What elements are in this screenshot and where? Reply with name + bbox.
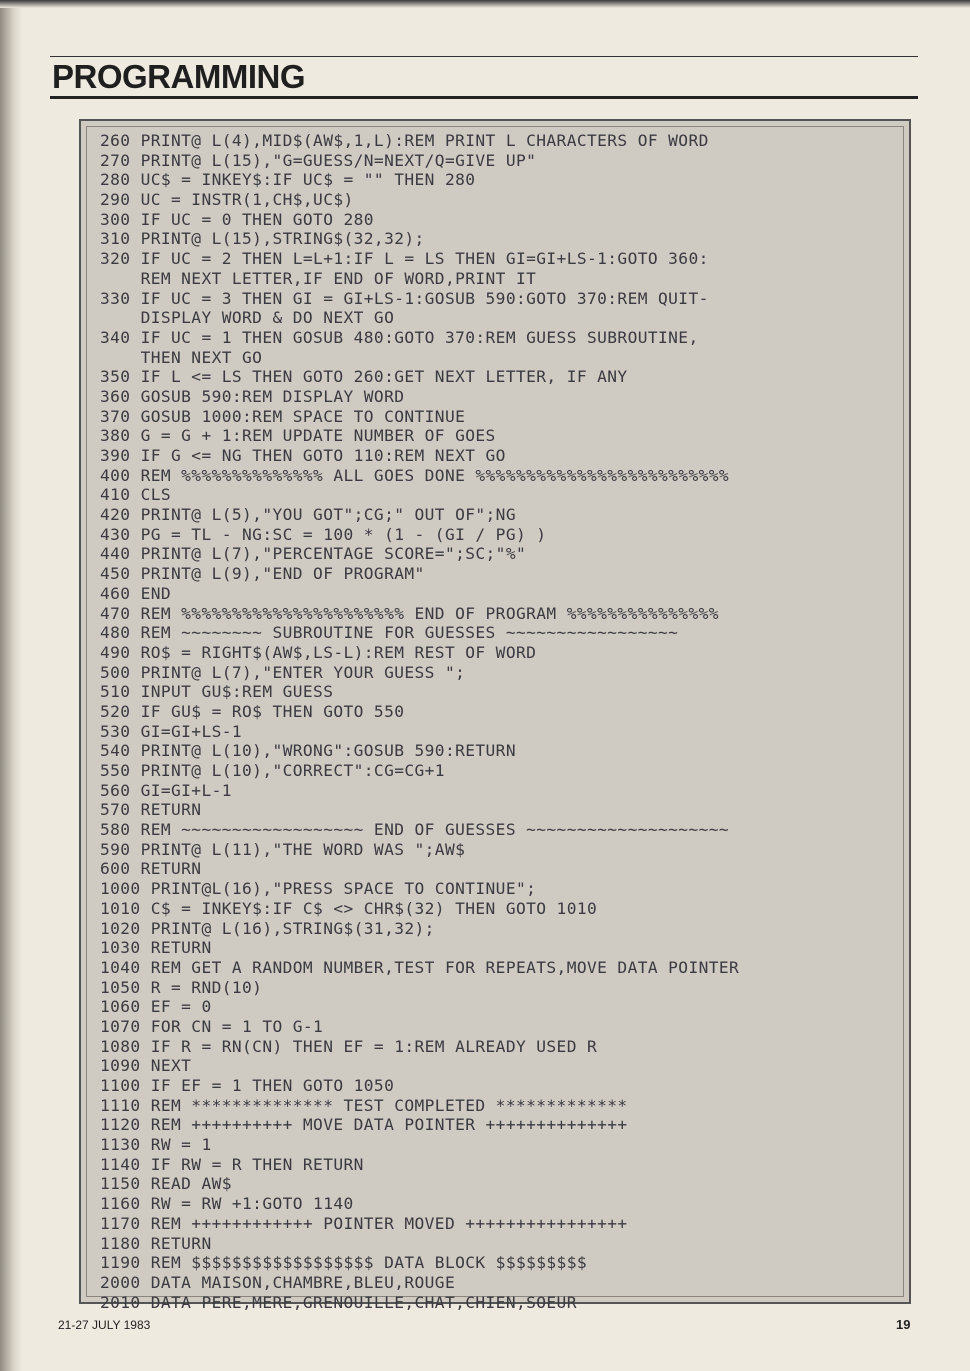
code-line: 510 INPUT GU$:REM GUESS (100, 682, 334, 702)
code-line: 1090 NEXT (100, 1056, 192, 1076)
code-line: 410 CLS (100, 485, 172, 505)
code-line: 520 IF GU$ = RO$ THEN GOTO 550 (100, 701, 405, 721)
code-line: 500 PRINT@ L(7),"ENTER YOUR GUESS "; (100, 662, 466, 682)
code-line: 300 IF UC = 0 THEN GOTO 280 (100, 209, 374, 229)
code-line: 390 IF G <= NG THEN GOTO 110:REM NEXT GO (100, 446, 506, 465)
code-line: 1070 FOR CN = 1 TO G-1 (100, 1016, 324, 1036)
code-line: 310 PRINT@ L(15),STRING$(32,32); (100, 229, 425, 249)
code-line: 380 G = G + 1:REM UPDATE NUMBER OF GOES (100, 426, 496, 446)
code-line: 320 IF UC = 2 THEN L=L+1:IF L = LS THEN GI=GI+LS-1:GOTO 360: (100, 249, 709, 269)
code-line: 270 PRINT@ L(15),"G=GUESS/N=NEXT/Q=GIVE UP" (100, 150, 537, 170)
page-top-edge (0, 0, 970, 8)
code-line: 2010 DATA PERE,MERE,GRENOUILLE,CHAT,CHIEN,SOEUR (100, 1292, 577, 1312)
code-line: REM NEXT LETTER,IF END OF WORD,PRINT IT (100, 268, 537, 288)
issue-date: 21-27 JULY 1983 (58, 1318, 151, 1332)
code-line: 540 PRINT@ L(10),"WRONG":GOSUB 590:RETURN (100, 741, 516, 761)
code-line: 1010 C$ = INKEY$:IF C$ <> CHR$(32) THEN GOTO 1010 (100, 898, 598, 918)
code-line: 1000 PRINT@L(16),"PRESS SPACE TO CONTINUE"; (100, 879, 537, 899)
code-line: 450 PRINT@ L(9),"END OF PROGRAM" (100, 564, 425, 584)
header-thin-rule (50, 56, 918, 57)
code-line: 440 PRINT@ L(7),"PERCENTAGE SCORE=";SC;"%" (100, 544, 527, 564)
code-line: THEN NEXT GO (100, 347, 263, 367)
code-line: 2000 DATA MAISON,CHAMBRE,BLEU,ROUGE (100, 1272, 456, 1292)
code-line: 260 PRINT@ L(4),MID$(AW$,1,L):REM PRINT L CHARACTERS OF WORD (100, 131, 709, 150)
section-title: PROGRAMMING (52, 58, 305, 95)
code-line: 330 IF UC = 3 THEN GI = GI+LS-1:GOSUB 590:GOTO 370:REM QUIT- (100, 288, 709, 308)
code-line: 1050 R = RND(10) (100, 977, 263, 997)
code-line: 1150 READ AW$ (100, 1174, 232, 1194)
code-line: 570 RETURN (100, 800, 202, 820)
code-line: 1170 REM ++++++++++++ POINTER MOVED ++++++++++++++++ (100, 1213, 628, 1233)
code-line: 480 REM ~~~~~~~~ SUBROUTINE FOR GUESSES ~~~~~~~~~~~~~~~~~ (100, 623, 679, 643)
code-line: 530 GI=GI+LS-1 (100, 721, 243, 741)
code-line: 430 PG = TL - NG:SC = 100 * (1 - (GI / PG) ) (100, 524, 547, 544)
program-listing (100, 131, 739, 1312)
program-listing-box (79, 119, 911, 1312)
code-line: 1190 REM $$$$$$$$$$$$$$$$$$ DATA BLOCK $$$$$$$$$ (100, 1253, 587, 1273)
code-line: 360 GOSUB 590:REM DISPLAY WORD (100, 386, 405, 406)
code-line: 420 PRINT@ L(5),"YOU GOT";CG;" OUT OF";NG (100, 505, 516, 525)
code-line: 1160 RW = RW +1:GOTO 1140 (100, 1194, 354, 1214)
page-binding-shadow (0, 0, 22, 1371)
code-line: 1110 REM ************** TEST COMPLETED ************* (100, 1095, 628, 1115)
code-line: 1130 RW = 1 (100, 1135, 212, 1155)
code-line: 550 PRINT@ L(10),"CORRECT":CG=CG+1 (100, 761, 445, 780)
code-line: 280 UC$ = INKEY$:IF UC$ = "" THEN 280 (100, 170, 476, 190)
code-line: 460 END (100, 583, 172, 603)
code-line: 1100 IF EF = 1 THEN GOTO 1050 (100, 1076, 395, 1095)
code-line: 350 IF L <= LS THEN GOTO 260:GET NEXT LETTER, IF ANY (100, 367, 628, 387)
code-line: 470 REM %%%%%%%%%%%%%%%%%%%%%% END OF PROGRAM %%%%%%%%%%%%%%% (100, 603, 719, 623)
code-line: 490 RO$ = RIGHT$(AW$,LS-L):REM REST OF WORD (100, 642, 537, 662)
code-line: 580 REM ~~~~~~~~~~~~~~~~~~ END OF GUESSES ~~~~~~~~~~~~~~~~~~~~ (100, 820, 730, 840)
code-line: 1030 RETURN (100, 938, 212, 958)
code-line: 1040 REM GET A RANDOM NUMBER,TEST FOR REPEATS,MOVE DATA POINTER (100, 957, 740, 977)
code-line: 370 GOSUB 1000:REM SPACE TO CONTINUE (100, 406, 466, 426)
page-number: 19 (896, 1317, 911, 1332)
header-thick-rule (50, 96, 918, 99)
code-line: DISPLAY WORD & DO NEXT GO (100, 308, 395, 328)
code-line: 1060 EF = 0 (100, 997, 212, 1017)
code-line: 1080 IF R = RN(CN) THEN EF = 1:REM ALREADY USED R (100, 1036, 598, 1056)
code-line: 1120 REM ++++++++++ MOVE DATA POINTER ++++++++++++++ (100, 1115, 628, 1135)
code-line: 1180 RETURN (100, 1233, 212, 1253)
code-line: 1140 IF RW = R THEN RETURN (100, 1154, 364, 1174)
code-line: 1020 PRINT@ L(16),STRING$(31,32); (100, 918, 435, 938)
code-line: 400 REM %%%%%%%%%%%%%% ALL GOES DONE %%%%%%%%%%%%%%%%%%%%%%%%% (100, 465, 730, 485)
code-line: 560 GI=GI+L-1 (100, 780, 232, 800)
code-line: 340 IF UC = 1 THEN GOSUB 480:GOTO 370:REM GUESS SUBROUTINE, (100, 327, 699, 347)
code-line: 290 UC = INSTR(1,CH$,UC$) (100, 190, 354, 210)
code-line: 600 RETURN (100, 859, 202, 879)
code-line: 590 PRINT@ L(11),"THE WORD WAS ";AW$ (100, 839, 466, 859)
